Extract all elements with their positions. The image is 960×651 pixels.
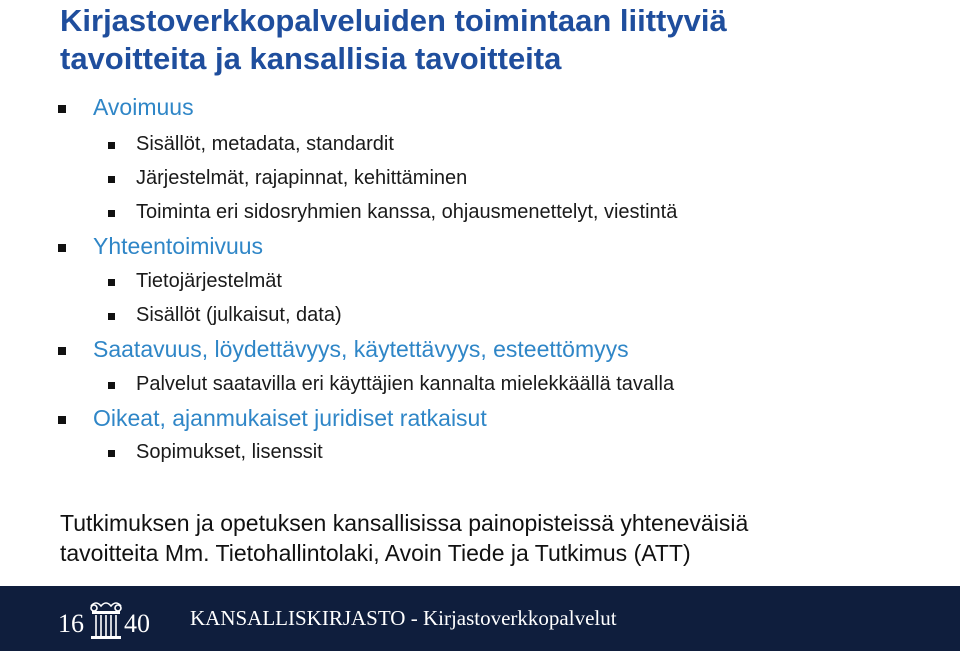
column-capital-icon (91, 603, 121, 639)
bullet-text: Oikeat, ajanmukaiset juridiset ratkaisut (93, 405, 487, 431)
square-bullet-icon (58, 347, 66, 355)
sub-bullet-text: Toiminta eri sidosryhmien kanssa, ohjausmenettelyt, viestintä (136, 201, 678, 223)
sub-bullet-text: Palvelut saatavilla eri käyttäjien kannalta mielekkäällä tavalla (136, 373, 675, 395)
sub-bullet-text: Sopimukset, lisenssit (136, 441, 323, 463)
bullet-text: Yhteentoimivuus (93, 233, 264, 259)
square-bullet-icon (108, 313, 115, 320)
slide-title-line-2: tavoitteita ja kansallisia tavoitteita (60, 41, 562, 76)
slide-title (60, 2, 940, 78)
logo-year-left: 16 (58, 609, 84, 638)
bullet-text: Saatavuus, löydettävyys, käytettävyys, esteettömyys (93, 336, 629, 362)
square-bullet-icon (108, 279, 115, 286)
sub-bullet-text: Sisällöt (julkaisut, data) (136, 304, 342, 326)
slide-title-line-1: Kirjastoverkkopalveluiden toimintaan liittyviä (60, 3, 727, 38)
logo-year-right: 40 (124, 609, 150, 638)
sub-bullet-text: Sisällöt, metadata, standardit (136, 133, 394, 155)
square-bullet-icon (58, 244, 66, 252)
bullet-text: Avoimuus (93, 94, 194, 120)
closing-note (60, 508, 940, 568)
kansalliskirjasto-logo-icon (58, 596, 158, 642)
closing-note-line-1: Tutkimuksen ja opetuksen kansallisissa painopisteissä yhteneväisiä (60, 510, 749, 536)
footer-text: KANSALLISKIRJASTO - Kirjastoverkkopalvelut (190, 606, 617, 630)
square-bullet-icon (108, 142, 115, 149)
square-bullet-icon (108, 450, 115, 457)
sub-bullet-text: Tietojärjestelmät (136, 270, 282, 292)
closing-note-line-2: tavoitteita Mm. Tietohallintolaki, Avoin Tiede ja Tutkimus (ATT) (60, 540, 691, 566)
footer-bar (0, 586, 960, 651)
square-bullet-icon (58, 105, 66, 113)
square-bullet-icon (58, 416, 66, 424)
square-bullet-icon (108, 176, 115, 183)
square-bullet-icon (108, 210, 115, 217)
sub-bullet-text: Järjestelmät, rajapinnat, kehittäminen (136, 167, 468, 189)
square-bullet-icon (108, 382, 115, 389)
